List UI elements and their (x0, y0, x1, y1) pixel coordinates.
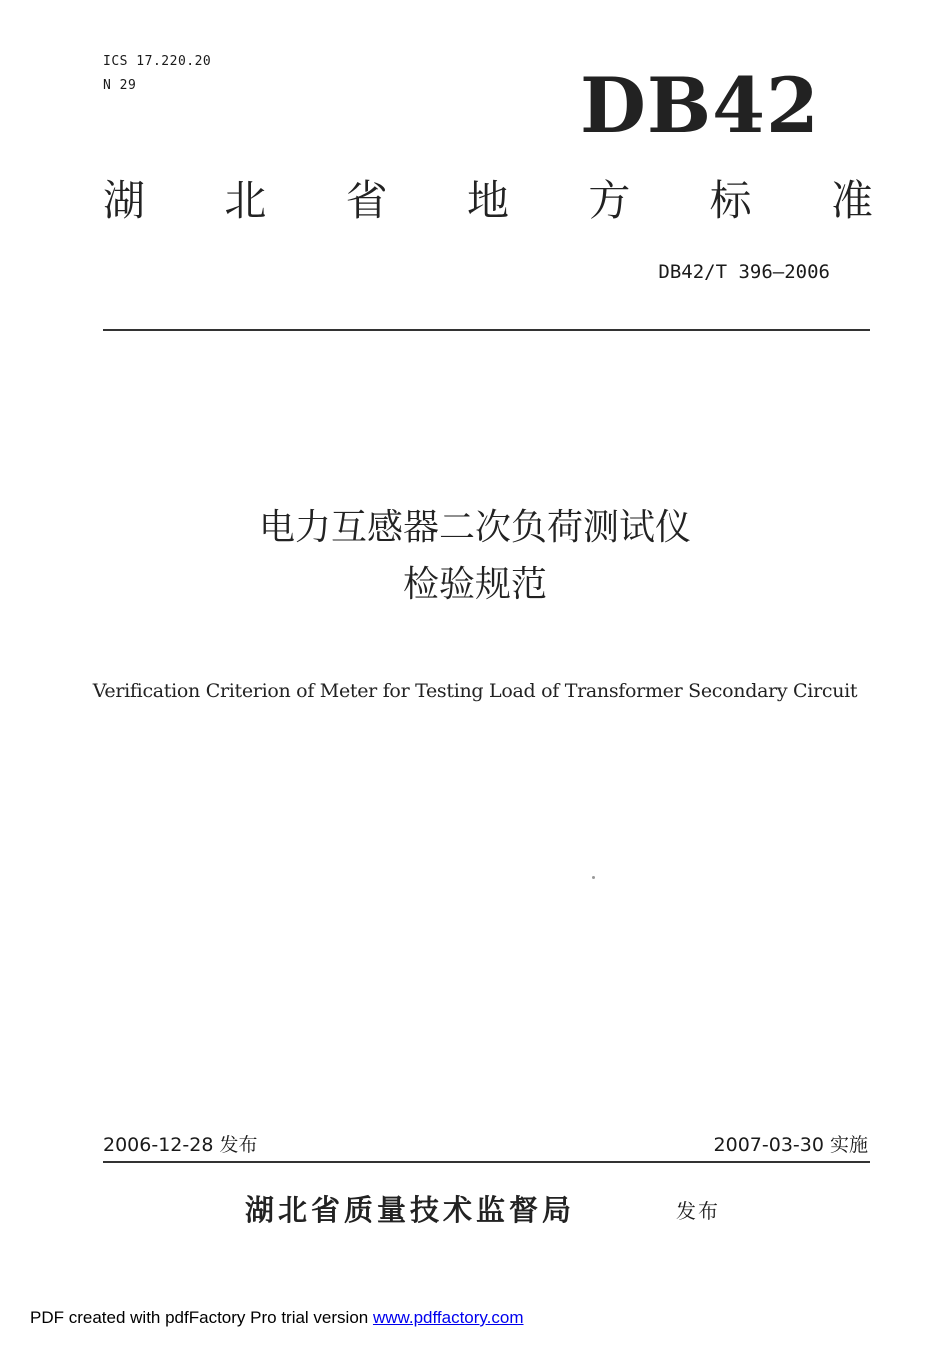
standard-type-char: 方 (588, 176, 631, 225)
footer-link[interactable]: www.pdffactory.com (372, 1308, 524, 1327)
standard-type-char: 湖 (103, 176, 146, 225)
bottom-divider (103, 1161, 870, 1163)
ccs-code: N 29 (103, 78, 137, 93)
scan-speck (592, 876, 595, 879)
classification-codes (103, 50, 211, 98)
chinese-title-line-1: 电力互感器二次负荷测试仪 (258, 507, 691, 548)
standard-number: DB42/T 396—2006 (658, 261, 830, 283)
chinese-title-line-2: 检验规范 (402, 564, 547, 605)
standard-type-char: 省 (345, 176, 388, 225)
issue-date: 2006-12-28 发布 (103, 1134, 258, 1156)
standard-type-char: 北 (224, 176, 267, 225)
publisher-name: 湖北省质量技术监督局 (245, 1193, 576, 1227)
standard-type-char: 准 (830, 176, 873, 225)
publisher-action: 发布 (676, 1199, 720, 1223)
standard-type-char: 地 (466, 176, 509, 225)
pdf-footer (30, 1306, 524, 1330)
english-title: Verification Criterion of Meter for Testing Load of Transformer Secondary Circuit (92, 680, 858, 702)
standard-logo: DB42 (580, 61, 820, 150)
standard-type-title (103, 175, 873, 227)
top-divider (103, 329, 870, 331)
implementation-date: 2007-03-30 实施 (713, 1134, 868, 1156)
standard-type-char: 标 (709, 176, 752, 225)
ics-code: ICS 17.220.20 (103, 54, 212, 69)
footer-text: PDF created with pdfFactory Pro trial version (30, 1308, 373, 1327)
